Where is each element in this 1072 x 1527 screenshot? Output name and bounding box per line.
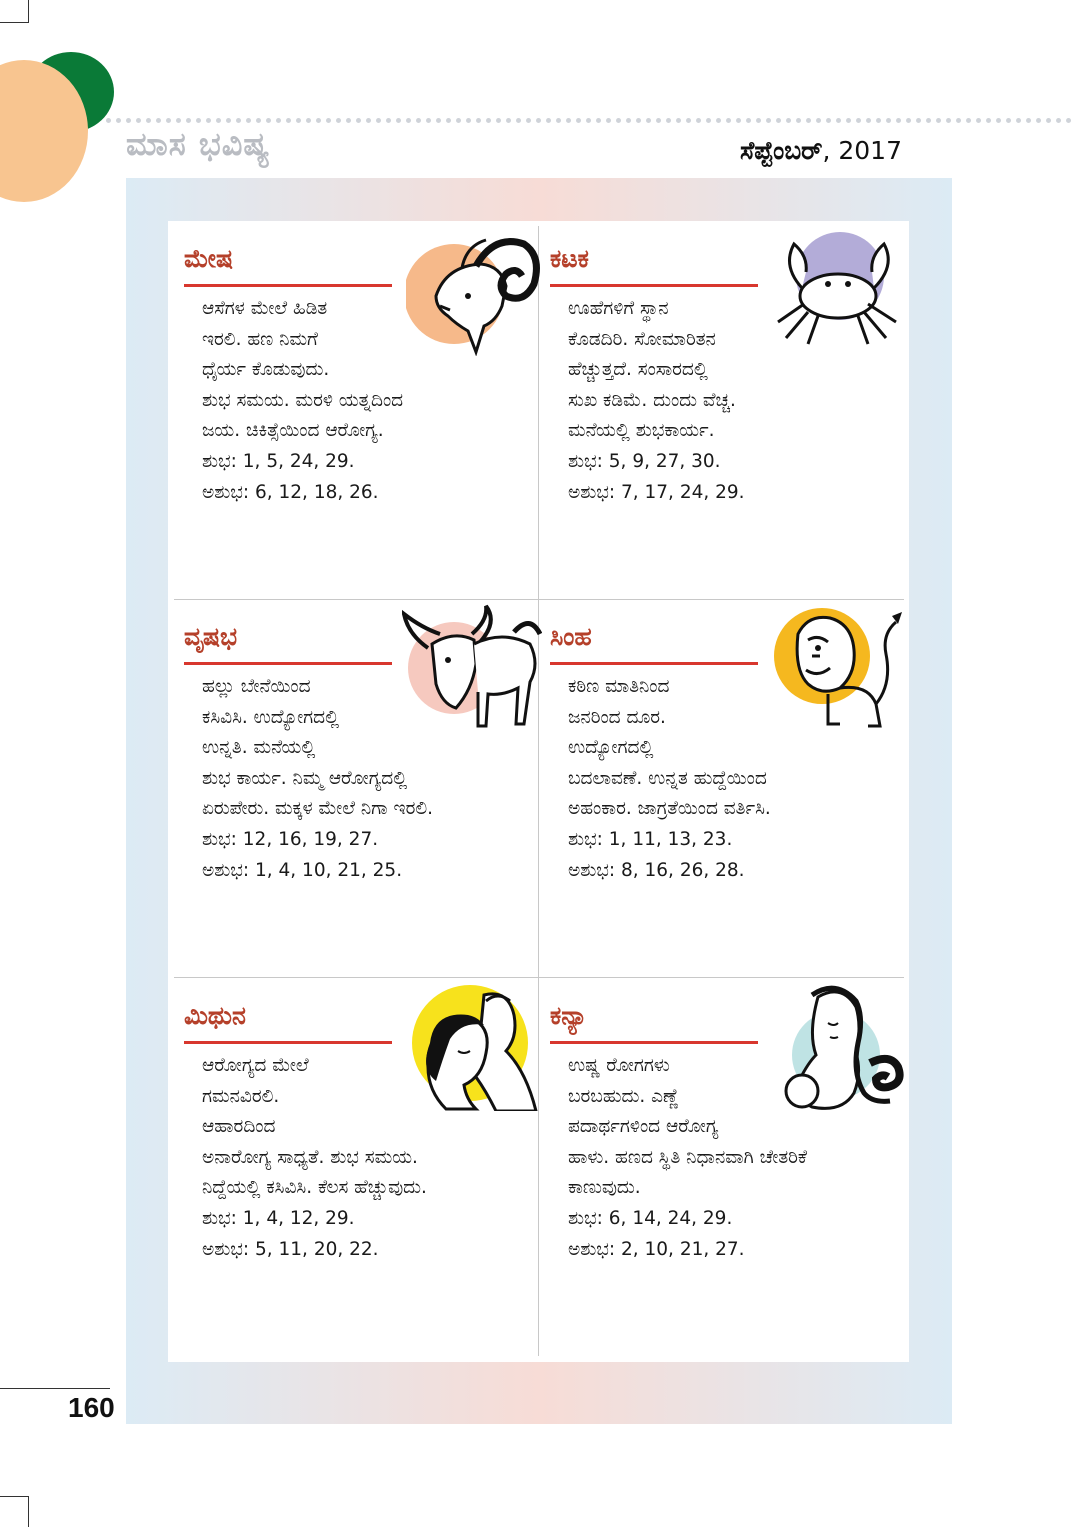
crab-icon [768, 226, 908, 356]
bad-days-values: 7, 17, 24, 29. [620, 481, 745, 503]
sign-rule [184, 284, 392, 287]
sign-line: ಗಮನವಿರಲಿ. [202, 1085, 280, 1107]
bad-days-label: ಅಶುಭ: [202, 481, 250, 503]
good-days-values: 1, 4, 12, 29. [242, 1207, 355, 1229]
sign-block-kanya [550, 983, 910, 1353]
issue-date [740, 136, 902, 166]
header-dotted-rule [106, 118, 1072, 123]
bad-days-values: 1, 4, 10, 21, 25. [254, 859, 403, 881]
sign-line: ಉಷ್ಣ ರೋಗಗಳು [568, 1055, 670, 1076]
good-days-values: 5, 9, 27, 30. [608, 450, 721, 472]
sign-name: ಮಿಥುನ [184, 1001, 246, 1030]
sign-rule [550, 1041, 758, 1044]
sign-line: ಜಯ. ಚಿಕಿತ್ಸೆಯಿಂದ ಆರೋಗ್ಯ. [202, 420, 384, 442]
bad-days-label: ಅಶುಭ: [568, 1238, 616, 1260]
lion-icon [768, 604, 908, 734]
row-divider-1 [174, 599, 904, 600]
bad-days-label: ಅಶುಭ: [202, 859, 250, 881]
sign-line: ಆರೋಗ್ಯದ ಮೇಲೆ [202, 1055, 309, 1076]
issue-year: , 2017 [822, 136, 902, 165]
sign-line: ಸುಖ ಕಡಿಮೆ. ದುಂದು ವೆಚ್ಚ. [568, 389, 736, 411]
twins-couple-icon [406, 981, 544, 1111]
sign-name: ಕಟಕ [550, 244, 589, 273]
issue-month: ಸೆಪ್ಟೆಂಬರ್ [740, 136, 823, 165]
page-number: 160 [68, 1392, 115, 1423]
sign-name: ಸಿಂಹ [550, 622, 592, 651]
bad-days-label: ಅಶುಭ: [568, 481, 616, 503]
good-days [202, 825, 532, 856]
good-days-label: ಶುಭ: [568, 1207, 603, 1229]
sign-line: ಹಲ್ಲು ಬೇನೆಯಿಂದ [202, 676, 311, 697]
sign-rule [184, 662, 392, 665]
sign-block-mithuna [184, 983, 544, 1353]
sign-line: ಆಹಾರದಿಂದ [202, 1116, 276, 1138]
bad-days-values: 6, 12, 18, 26. [254, 481, 379, 503]
good-days-label: ಶುಭ: [202, 1207, 237, 1229]
sign-line: ಧೈರ್ಯ ಕೊಡುವುದು. [202, 359, 330, 381]
sign-line: ಮನೆಯಲ್ಲಿ ಶುಭಕಾರ್ಯ. [568, 420, 715, 442]
sign-line: ಜನರಿಂದ ದೂರ. [568, 706, 666, 728]
sign-line: ಹಾಳು. ಹಣದ ಸ್ಥಿತಿ ನಿಧಾನವಾಗಿ ಚೇತರಿಕೆ [568, 1146, 807, 1168]
good-days [568, 447, 898, 478]
good-days-values: 12, 16, 19, 27. [242, 828, 379, 850]
bad-days-label: ಅಶುಭ: [568, 859, 616, 881]
section-title: ಮಾಸ ಭವಿಷ್ಯ [126, 125, 271, 163]
good-days-label: ಶುಭ: [202, 450, 237, 472]
sign-rule [550, 284, 758, 287]
good-days [202, 447, 532, 478]
sign-line: ಊಹೆಗಳಿಗೆ ಸ್ಥಾನ [568, 298, 669, 319]
sign-line: ಆಸೆಗಳ ಮೇಲೆ ಹಿಡಿತ [202, 298, 328, 319]
good-days [202, 1204, 532, 1235]
sign-line: ಅಹಂಕಾರ. ಜಾಗ್ರತೆಯಿಂದ ವರ್ತಿಸಿ. [568, 798, 771, 820]
good-days [568, 1204, 898, 1235]
sign-line: ನಿದ್ದೆಯಲ್ಲಿ ಕಸಿವಿಸಿ. ಕೆಲಸ ಹೆಚ್ಚುವುದು. [202, 1177, 427, 1199]
bad-days-values: 8, 16, 26, 28. [620, 859, 745, 881]
sign-line: ಇರಲಿ. ಹಣ ನಿಮಗೆ [202, 328, 318, 350]
good-days-values: 1, 5, 24, 29. [242, 450, 355, 472]
good-days-label: ಶುಭ: [202, 828, 237, 850]
sign-line: ಹೆಚ್ಚುತ್ತದೆ. ಸಂಸಾರದಲ್ಲಿ [568, 359, 708, 381]
bad-days [568, 1235, 898, 1266]
sign-rule [184, 1041, 392, 1044]
good-days-values: 6, 14, 24, 29. [608, 1207, 733, 1229]
good-days [568, 825, 898, 856]
sign-block-simha [550, 604, 910, 974]
crop-mark-top [0, 0, 29, 23]
bad-days-values: 2, 10, 21, 27. [620, 1238, 745, 1260]
sign-line: ಕಾಣುವುದು. [568, 1177, 641, 1199]
sign-block-mesha [184, 226, 544, 596]
sign-name: ಕನ್ಯಾ [550, 1001, 588, 1030]
bad-days [568, 478, 898, 509]
sign-line: ಅನಾರೋಗ್ಯ ಸಾಧ್ಯತೆ. ಶುಭ ಸಮಯ. [202, 1146, 418, 1168]
sign-line: ಏರುಪೇರು. ಮಕ್ಕಳ ಮೇಲೆ ನಿಗಾ ಇರಲಿ. [202, 798, 434, 820]
sign-name: ಮೇಷ [184, 244, 233, 273]
bad-days [202, 856, 532, 887]
sign-line: ಶುಭ ಸಮಯ. ಮರಳಿ ಯತ್ನದಿಂದ [202, 389, 404, 411]
sign-line: ಬದಲಾವಣೆ. ಉನ್ನತ ಹುದ್ದೆಯಿಂದ [568, 767, 767, 789]
maiden-icon [772, 983, 908, 1113]
bad-days [568, 856, 898, 887]
good-days-label: ಶುಭ: [568, 828, 603, 850]
sign-line: ಕಸಿವಿಸಿ. ಉದ್ಯೋಗದಲ್ಲಿ [202, 706, 340, 728]
good-days-label: ಶುಭ: [568, 450, 603, 472]
bad-days [202, 1235, 532, 1266]
row-divider-2 [174, 977, 904, 978]
sign-line: ಶುಭ ಕಾರ್ಯ. ನಿಮ್ಮ ಆರೋಗ್ಯದಲ್ಲಿ [202, 767, 408, 789]
sign-name: ವೃಷಭ [184, 622, 238, 651]
sign-line: ಉದ್ಯೋಗದಲ್ಲಿ [568, 737, 654, 759]
bad-days [202, 478, 532, 509]
sign-block-kataka [550, 226, 910, 596]
sign-line: ಕಠಿಣ ಮಾತಿನಿಂದ [568, 676, 670, 697]
sign-line: ಪದಾರ್ಥಗಳಿಂದ ಆರೋಗ್ಯ [568, 1116, 719, 1138]
crop-mark-bottom [0, 1496, 29, 1527]
sign-rule [550, 662, 758, 665]
bad-days-values: 5, 11, 20, 22. [254, 1238, 379, 1260]
sign-line: ಬರಬಹುದು. ಎಣ್ಣೆ [568, 1085, 680, 1107]
good-days-values: 1, 11, 13, 23. [608, 828, 733, 850]
page-number-rule [0, 1388, 110, 1389]
bull-icon [402, 604, 542, 734]
ram-icon [406, 226, 544, 356]
bad-days-label: ಅಶುಭ: [202, 1238, 250, 1260]
sign-block-vrishabha [184, 604, 544, 974]
sign-line: ಉನ್ನತಿ. ಮನೆಯಲ್ಲಿ [202, 737, 316, 759]
sign-line: ಕೊಡದಿರಿ. ಸೋಮಾರಿತನ [568, 328, 716, 350]
